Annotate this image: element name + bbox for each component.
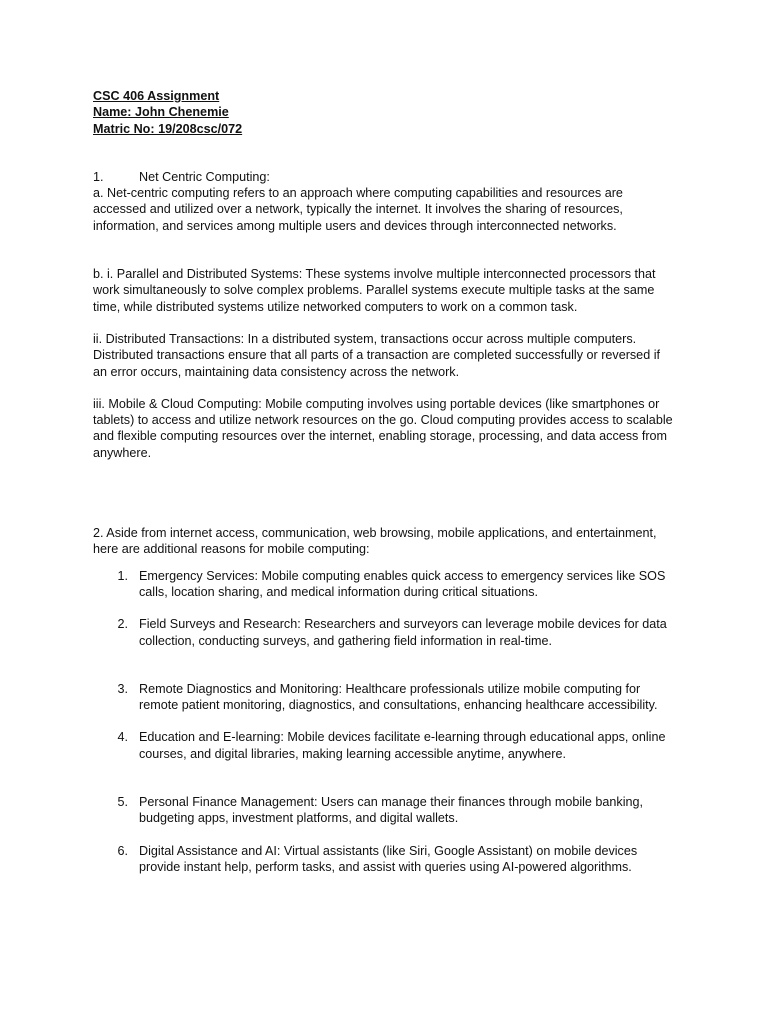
list-item-number: 5. [117,795,128,810]
list-item-text: Remote Diagnostics and Monitoring: Healthcare professionals utilize mobile computing for remote patient monitoring, diagnostics, and consultations, enhancing healthcare accessibility. [139,681,658,713]
list-item-number: 4. [117,730,128,745]
list-item-number: 3. [117,681,128,696]
student-name: Name: John Chenemie [93,105,229,120]
assignment-title: CSC 406 Assignment [93,89,220,103]
list-item [93,681,675,714]
list-item [93,616,675,649]
list-item-text: Field Surveys and Research: Researchers and surveyors can leverage mobile devices for data collection, conducting surveys, and gathering field information in real-time. [139,617,667,648]
list-item-text: Education and E-learning: Mobile devices facilitate e-learning through educational apps, online courses, and digital libraries, making learning accessible anytime, anywhere. [139,730,666,761]
list-item-text: Personal Finance Management: Users can manage their finances through mobile banking, budgeting apps, investment platforms, and digital wallets. [139,795,644,826]
q1-part-b-iii: iii. Mobile & Cloud Computing: Mobile computing involves using portable devices (like smartphones or tablets) to access and utilize network resources on the go. Cloud computing provides access to scalable and flexible computing resources over the internet, enabling storage, processing, and data access from anywhere. [93,396,673,460]
list-item-text: Emergency Services: Mobile computing enables quick access to emergency services like SOS calls, location sharing, and medical information during critical situations. [139,568,666,599]
q2-intro: 2. Aside from internet access, communication, web browsing, mobile applications, and entertainment, here are additional reasons for mobile computing: [93,526,657,557]
list-item [93,794,675,827]
list-item [93,568,675,601]
q1-part-a: a. Net-centric computing refers to an approach where computing capabilities and resources are accessed and utilized over a network, typically the internet. It involves the sharing of resources, information, and services among multiple users and devices through interconnected networks. [93,186,623,233]
reasons-list [93,568,675,876]
list-item-number: 1. [117,568,128,583]
q1-heading-text: Net Centric Computing: [139,169,270,184]
q1-number: 1. [93,169,104,184]
q1-part-b-i: b. i. Parallel and Distributed Systems: These systems involve multiple interconnected processors that work simultaneously to solve complex problems. Parallel systems execute multiple tasks at the same time, while distributed systems utilize networked computers to work on a common task. [93,267,656,314]
list-item-number: 6. [117,843,128,858]
document-body [93,88,675,875]
list-item [93,729,675,762]
list-item-text: Digital Assistance and AI: Virtual assistants (like Siri, Google Assistant) on mobile devices provide instant help, perform tasks, and assist with queries using AI-powered algorithms. [139,843,638,874]
q1-heading [93,169,675,185]
q1-part-b-ii: ii. Distributed Transactions: In a distributed system, transactions occur across multiple computers. Distributed transactions ensure that all parts of a transaction are completed successfully or reversed if an error occurs, maintaining data consistency across the network. [93,331,660,379]
list-item [93,843,675,876]
matric-number: Matric No: 19/208csc/072 [93,121,243,136]
list-item-number: 2. [117,617,128,632]
